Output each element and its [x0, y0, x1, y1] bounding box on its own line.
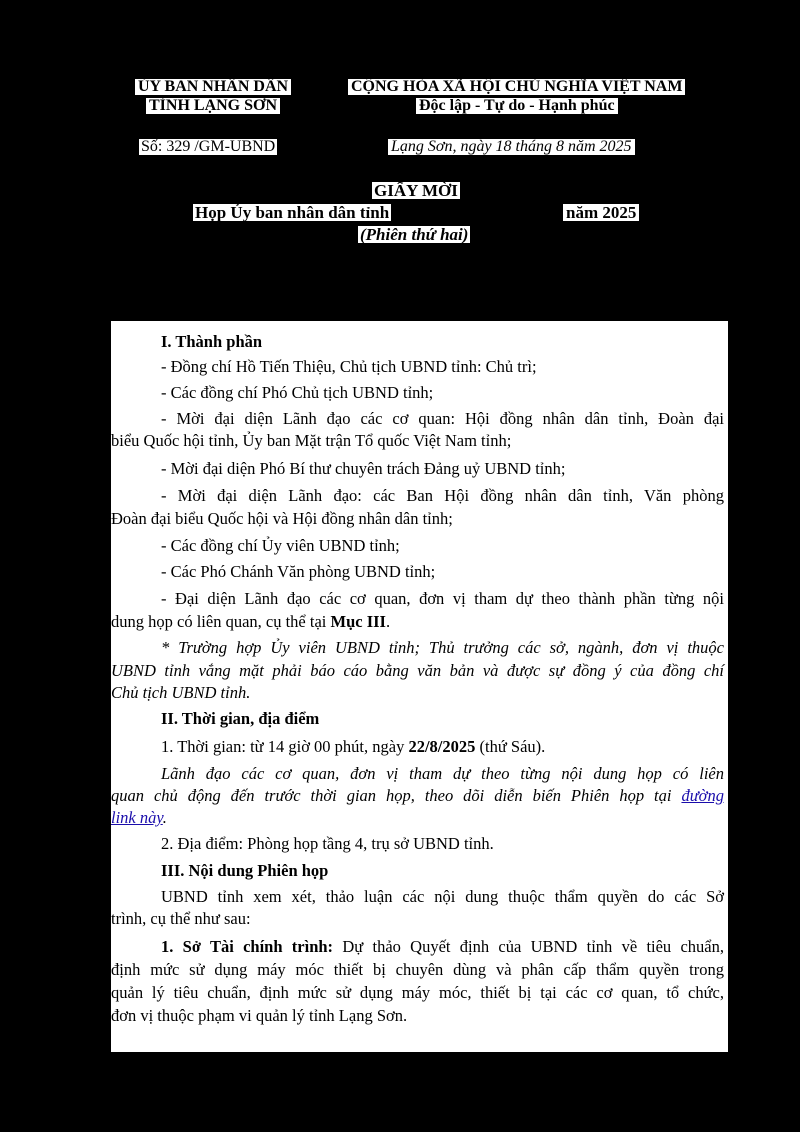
time-suffix: (thứ Sáu). — [475, 737, 546, 756]
agenda-item-label: 1. Sở Tài chính trình: — [161, 937, 334, 956]
list-item-text: dung họp có liên quan, cụ thể tại — [111, 612, 331, 631]
body-panel — [111, 321, 728, 1052]
doc-number: Số: 329 /GM-UBND — [141, 138, 276, 155]
agenda-item-text: Dự thảo Quyết định của UBND tỉnh về tiêu chuẩn, — [333, 937, 724, 956]
time-prefix: 1. Thời gian: từ 14 giờ 00 phút, ngày — [161, 737, 409, 756]
note-line — [111, 785, 724, 806]
list-item-cont — [111, 611, 724, 632]
note-line — [111, 807, 724, 828]
intro-line: trình, cụ thể như sau: — [111, 909, 251, 928]
section-ref: Mục III — [330, 612, 386, 631]
list-item-cont: Đoàn đại biểu Quốc hội và Hội đồng nhân dân tỉnh; — [111, 509, 453, 528]
note-line: UBND tỉnh vắng mặt phải báo cáo bằng văn bản và được sự đồng ý của đồng chí — [111, 661, 724, 680]
list-item: - Đại diện Lãnh đạo các cơ quan, đơn vị tham dự theo thành phần từng nội — [161, 589, 724, 608]
org-name-line1: ỦY BAN NHÂN DÂN — [135, 79, 291, 95]
agenda-line: quản lý tiêu chuẩn, định mức sử dụng máy móc, thiết bị tại các cơ quan, tổ chức, — [111, 983, 724, 1002]
list-item: - Mời đại diện Phó Bí thư chuyên trách Đảng uỷ UBND tỉnh; — [161, 459, 566, 478]
list-item-cont: biểu Quốc hội tỉnh, Ủy ban Mặt trận Tổ quốc Việt Nam tỉnh; — [111, 431, 512, 450]
section-1-heading: I. Thành phần — [161, 332, 263, 351]
list-item: - Các Phó Chánh Văn phòng UBND tỉnh; — [161, 562, 436, 581]
punct: . — [162, 808, 167, 827]
punct: . — [385, 612, 391, 631]
intro-line: UBND tỉnh xem xét, thảo luận các nội dung thuộc thẩm quyền do các Sở — [161, 887, 724, 906]
org-name-line2: TỈNH LẠNG SƠN — [146, 98, 280, 114]
meeting-place: 2. Địa điểm: Phòng họp tầng 4, trụ sở UBND tỉnh. — [161, 834, 494, 853]
section-2-heading: II. Thời gian, địa điểm — [161, 709, 320, 728]
doc-title: GIẤY MỜI — [374, 181, 458, 200]
list-item: - Các đồng chí Phó Chủ tịch UBND tỉnh; — [161, 383, 434, 402]
list-item: - Mời đại diện Lãnh đạo: các Ban Hội đồng nhân dân tỉnh, Văn phòng — [161, 486, 724, 505]
note-line: * Trường hợp Ủy viên UBND tỉnh; Thủ trưởng các sở, ngành, đơn vị thuộc — [161, 638, 724, 657]
org-underline — [176, 118, 246, 119]
doc-subtitle-left: Họp Ủy ban nhân dân tỉnh — [195, 203, 390, 222]
meeting-date: 22/8/2025 — [408, 737, 476, 756]
place-date: Lạng Sơn, ngày 18 tháng 8 năm 2025 — [388, 139, 635, 155]
agenda-line: định mức sử dụng máy móc thiết bị chuyên dùng và phân cấp thẩm quyền trong — [111, 960, 724, 979]
nation-line1: CỘNG HÒA XÃ HỘI CHỦ NGHĨA VIỆT NAM — [348, 79, 685, 95]
section-3-heading: III. Nội dung Phiên họp — [161, 861, 329, 880]
livestream-link[interactable]: đường — [681, 786, 724, 805]
livestream-link-cont[interactable]: link này — [111, 808, 163, 827]
list-item: - Đồng chí Hồ Tiến Thiệu, Chủ tịch UBND tỉnh: Chủ trì; — [161, 357, 537, 376]
session-label: (Phiên thứ hai) — [360, 225, 469, 244]
note-text: quan chủ động đến trước thời gian họp, theo dõi diễn biến Phiên họp tại — [111, 786, 682, 805]
note-line: Chủ tịch UBND tỉnh. — [111, 683, 251, 702]
list-item: - Mời đại diện Lãnh đạo các cơ quan: Hội đồng nhân dân tỉnh, Đoàn đại — [161, 409, 724, 428]
doc-subtitle-right: năm 2025 — [563, 204, 639, 221]
list-item: - Các đồng chí Ủy viên UBND tỉnh; — [161, 536, 400, 555]
agenda-line: đơn vị thuộc phạm vi quản lý tỉnh Lạng Sơn. — [111, 1006, 408, 1025]
meeting-time — [111, 736, 724, 757]
agenda-item — [111, 936, 724, 957]
note-line: Lãnh đạo các cơ quan, đơn vị tham dự theo từng nội dung họp có liên — [161, 764, 724, 783]
nation-line2: Độc lập - Tự do - Hạnh phúc — [416, 98, 618, 114]
